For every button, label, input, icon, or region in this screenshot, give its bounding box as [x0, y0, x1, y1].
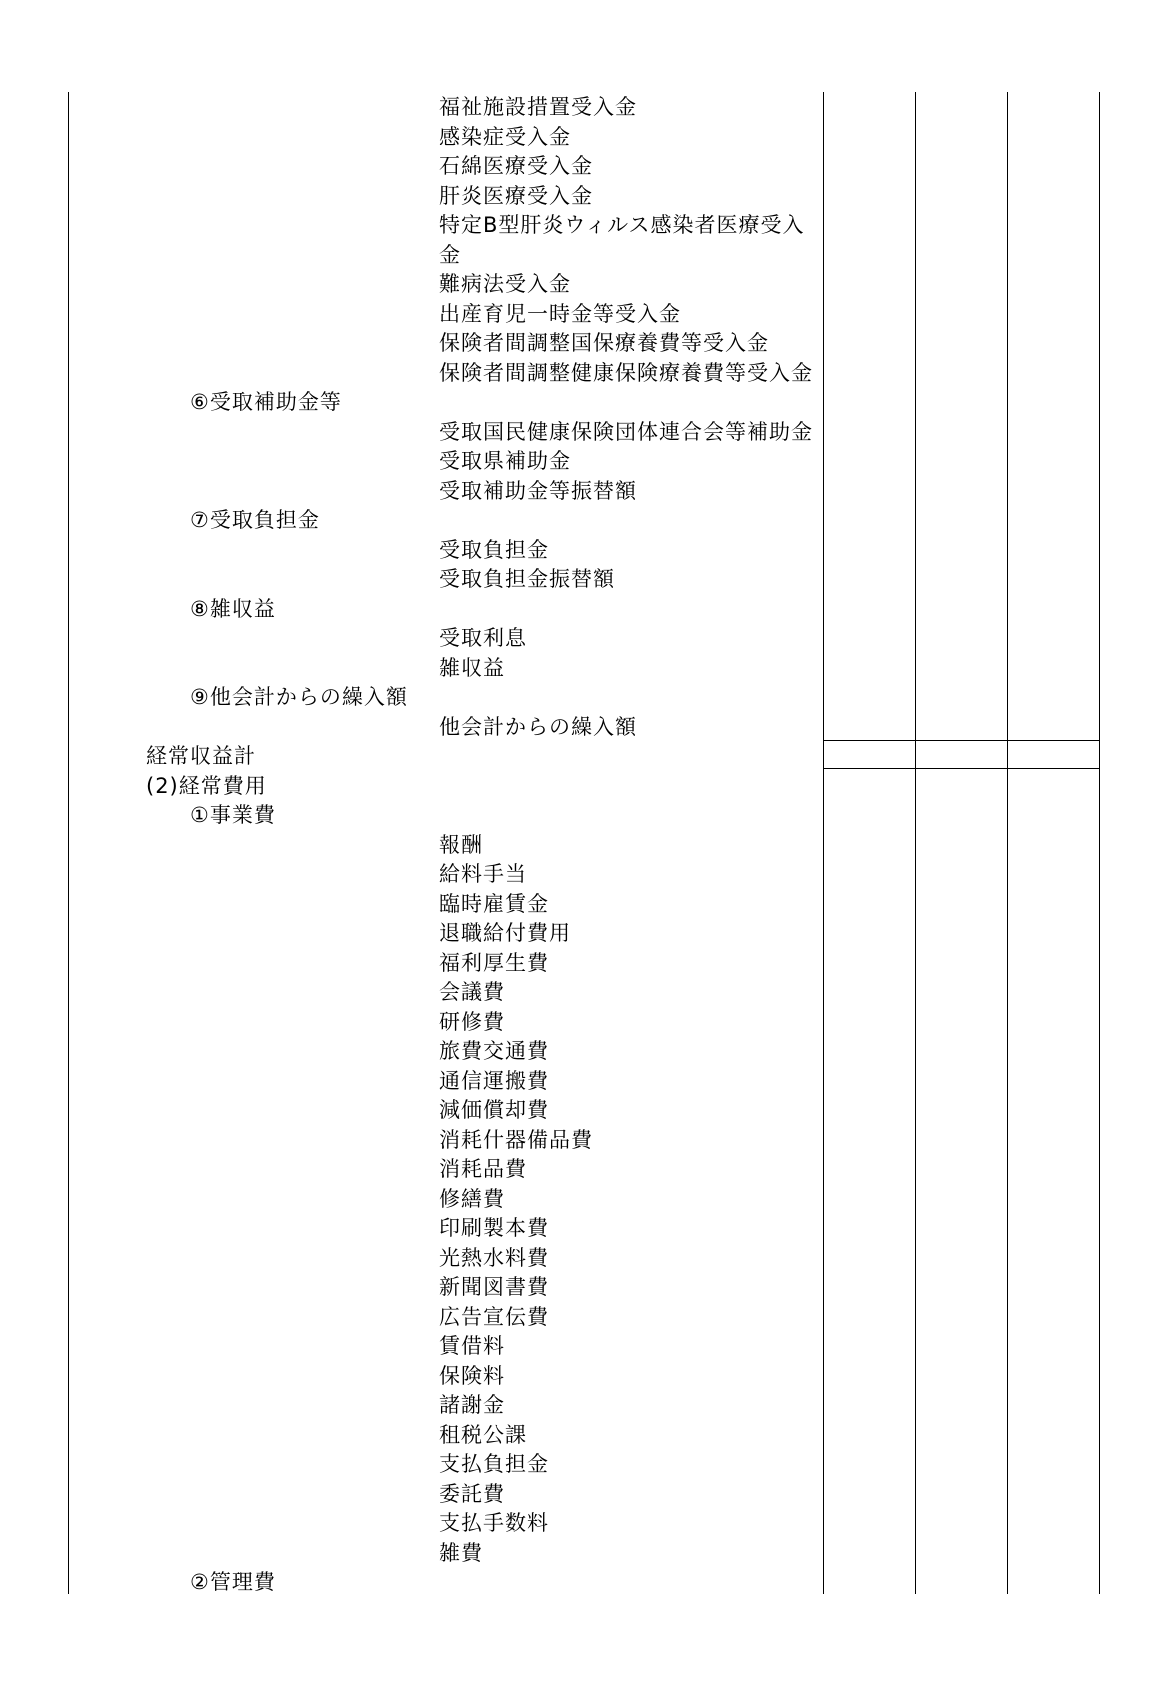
left-border: [68, 92, 69, 1594]
category-heading: ①事業費: [190, 803, 276, 827]
line-item: 報酬: [439, 832, 483, 857]
category-heading: ⑦受取負担金: [190, 508, 320, 532]
line-item: 石綿医療受入金: [439, 154, 593, 178]
amount-column-1-border: [823, 92, 824, 1594]
category-heading: ⑨他会計からの繰入額: [190, 685, 408, 709]
line-item: 消耗品費: [439, 1157, 527, 1181]
amount-column-3-border: [1007, 92, 1008, 1594]
line-item: 通信運搬費: [439, 1068, 549, 1093]
line-item: 雑費: [439, 1540, 483, 1565]
line-item: 退職給付費用: [439, 921, 571, 945]
line-item: 旅費交通費: [439, 1039, 549, 1063]
line-item: 支払手数料: [439, 1511, 549, 1535]
section-total: 経常収益計: [146, 744, 256, 768]
line-item: 福利厚生費: [439, 950, 549, 975]
line-item: 保険者間調整国保療養費等受入金: [439, 331, 769, 355]
line-item: 福祉施設措置受入金: [439, 95, 637, 119]
line-item: 賃借料: [439, 1334, 505, 1358]
right-border: [1099, 92, 1100, 1594]
line-item: 租税公課: [439, 1422, 527, 1447]
category-heading: ⑧雑収益: [190, 596, 276, 621]
line-item: 受取県補助金: [439, 449, 571, 473]
line-item: 受取補助金等振替額: [439, 478, 637, 503]
line-item: 金: [439, 242, 461, 267]
line-item: 消耗什器備品費: [439, 1127, 593, 1152]
category-heading: ②管理費: [190, 1570, 276, 1594]
line-item: 修繕費: [439, 1186, 505, 1211]
subtotal-bottom-rule: [823, 768, 1100, 769]
line-item: 臨時雇賃金: [439, 891, 549, 916]
line-item: 受取負担金振替額: [439, 567, 615, 591]
line-item: 肝炎医療受入金: [439, 183, 593, 208]
line-item: 受取利息: [439, 626, 527, 650]
line-item: 受取国民健康保険団体連合会等補助金: [439, 419, 813, 444]
line-item: 他会計からの繰入額: [439, 714, 637, 739]
line-item: 支払負担金: [439, 1452, 549, 1476]
line-item: 減価償却費: [439, 1098, 549, 1122]
category-heading: ⑥受取補助金等: [190, 390, 342, 414]
amount-column-2-border: [915, 92, 916, 1594]
subtotal-top-rule: [823, 740, 1100, 741]
line-item: 光熱水料費: [439, 1245, 549, 1270]
line-item: 特定B型肝炎ウィルス感染者医療受入: [439, 213, 805, 237]
line-item: 研修費: [439, 1009, 505, 1034]
line-item: 雑収益: [439, 655, 505, 680]
line-item: 受取負担金: [439, 537, 549, 562]
line-item: 給料手当: [439, 862, 527, 886]
line-item: 委託費: [439, 1481, 505, 1506]
line-item: 感染症受入金: [439, 124, 571, 149]
line-item: 難病法受入金: [439, 272, 571, 296]
line-item: 新聞図書費: [439, 1275, 549, 1299]
line-item: 保険料: [439, 1363, 505, 1388]
section-heading: (2)経常費用: [146, 773, 267, 798]
line-item: 出産育児一時金等受入金: [439, 301, 681, 326]
line-item: 会議費: [439, 980, 505, 1004]
line-item: 保険者間調整健康保険療養費等受入金: [439, 360, 813, 385]
line-item: 広告宣伝費: [439, 1304, 549, 1329]
line-item: 諸謝金: [439, 1393, 505, 1417]
line-item: 印刷製本費: [439, 1216, 549, 1240]
